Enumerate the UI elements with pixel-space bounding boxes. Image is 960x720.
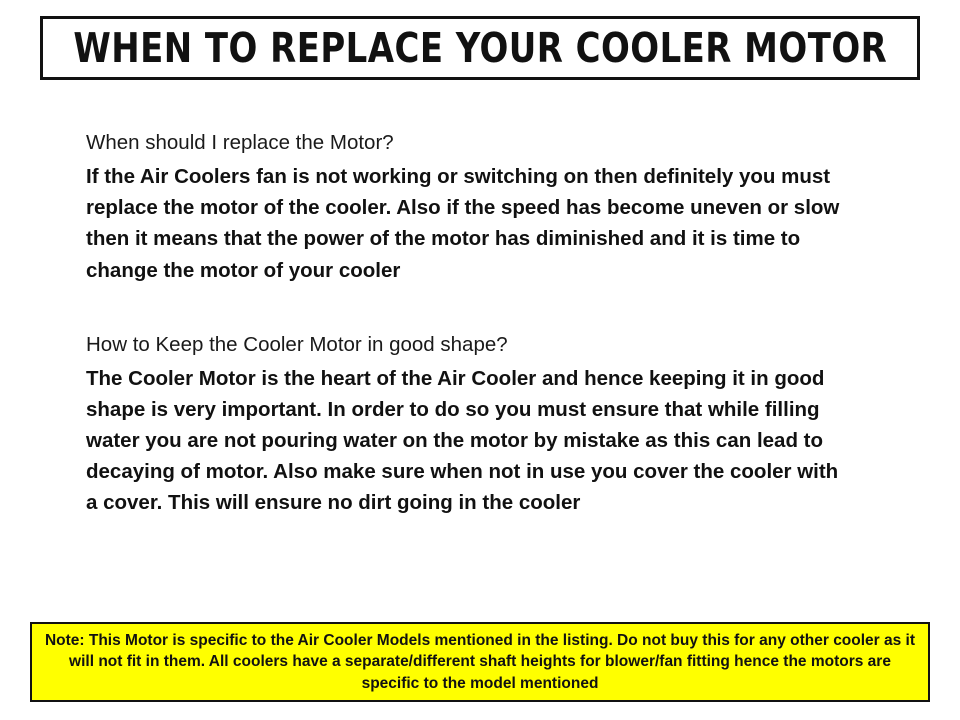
section-answer: If the Air Coolers fan is not working or switching on then definitely you must replace the motor of the cooler. Also if the speed has become uneven or slow then it means that the power of the motor has diminished and it is time to change the motor of your cooler [86,165,840,282]
title-banner [40,16,920,80]
note-text: Note: This Motor is specific to the Air Cooler Models mentioned in the listing. Do not buy this for any other cooler as it will not fit in them. All coolers have a separate/different shaft heights for blower/fan fitting hence the motors are specific to the model mentioned [44,631,916,692]
section-when-to-replace [86,128,876,286]
section-question: How to Keep the Cooler Motor in good shape? [86,332,508,356]
content-body [86,128,876,545]
section-divider [86,312,876,330]
section-keep-in-good-shape [86,330,876,519]
section-answer: The Cooler Motor is the heart of the Air Cooler and hence keeping it in good shape is very important. In order to do so you must ensure that while filling water you are not pouring water on the motor by mistake as this can lead to decaying of motor. Also make sure when not in use you cover the cooler with a cover. This will ensure no dirt going in the cooler [86,366,839,515]
section-question: When should I replace the Motor? [86,131,394,154]
note-banner [30,622,930,702]
page-title: WHEN TO REPLACE YOUR COOLER MOTOR [73,23,887,72]
